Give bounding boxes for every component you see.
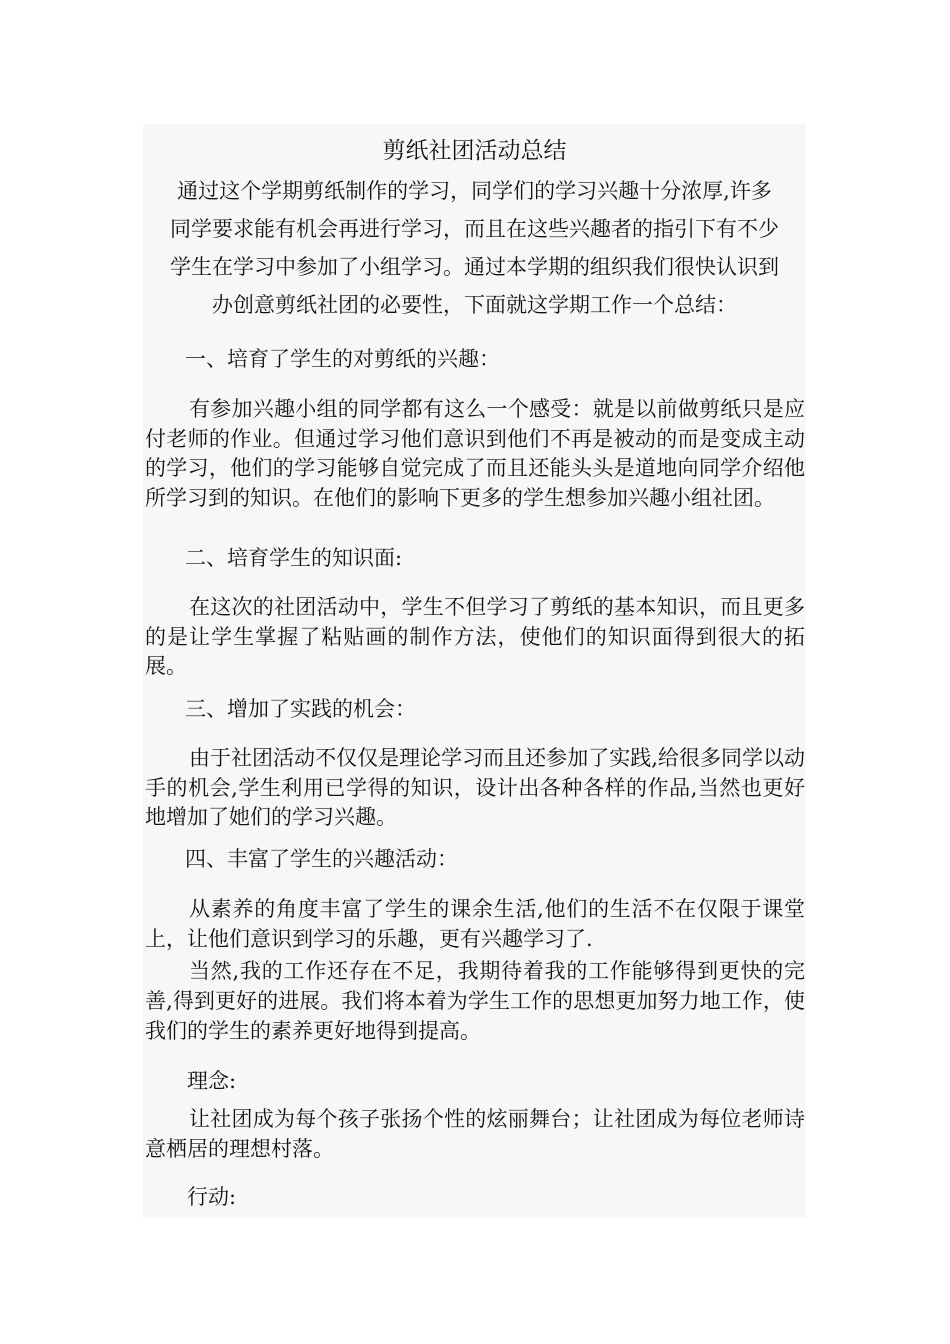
section-4-body: 从素养的角度丰富了学生的课余生活,他们的生活不在仅限于课堂上，让他们意识到学习的乐趣，更有兴趣学习了.: [145, 897, 805, 951]
concept-heading: 理念:: [187, 1069, 237, 1093]
document-title: 剪纸社团活动总结: [382, 138, 567, 164]
section-1-body: 有参加兴趣小组的同学都有这么一个感受：就是以前做剪纸只是应付老师的作业。但通过学习他们意识到他们不再是被动的而是变成主动的学习，他们的学习能够自觉完成了而且还能头头是道地向同学介绍他所学习到的知识。在他们的影响下更多的学生想参加兴趣小组社团。: [145, 397, 805, 510]
closing-body: 当然,我的工作还存在不足，我期待着我的工作能够得到更快的完善,得到更好的进展。我们将本着为学生工作的思想更加努力地工作，使我们的学生的素养更好地得到提高。: [145, 959, 805, 1043]
concept-body: 让社团成为每个孩子张扬个性的炫丽舞台；让社团成为每位老师诗意栖居的理想村落。: [145, 1107, 805, 1161]
action-heading: 行动:: [187, 1185, 237, 1209]
section-1-heading: 一、培育了学生的对剪纸的兴趣：: [185, 347, 500, 371]
intro-line-2: 同学要求能有机会再进行学习，而且在这些兴趣者的指引下有不少: [170, 217, 779, 241]
intro-line-1: 通过这个学期剪纸制作的学习，同学们的学习兴趣十分浓厚,许多: [177, 179, 772, 203]
section-2-body: 在这次的社团活动中，学生不但学习了剪纸的基本知识，而且更多的是让学生掌握了粘贴画的制作方法，使他们的知识面得到很大的拓展。: [145, 595, 805, 678]
section-2-heading: 二、培育学生的知识面:: [185, 546, 403, 570]
section-3-body: 由于社团活动不仅仅是理论学习而且还参加了实践,给很多同学以动手的机会,学生利用已学得的知识，设计出各种各样的作品,当然也更好地增加了她们的学习兴趣。: [145, 746, 805, 829]
section-3-heading: 三、增加了实践的机会：: [185, 697, 416, 721]
intro-line-3: 学生在学习中参加了小组学习。通过本学期的组织我们很快认识到: [170, 255, 779, 279]
document-page: [143, 124, 806, 1218]
intro-line-4: 办创意剪纸社团的必要性，下面就这学期工作一个总结：: [212, 293, 737, 317]
section-4-heading: 四、丰富了学生的兴趣活动：: [185, 847, 458, 871]
